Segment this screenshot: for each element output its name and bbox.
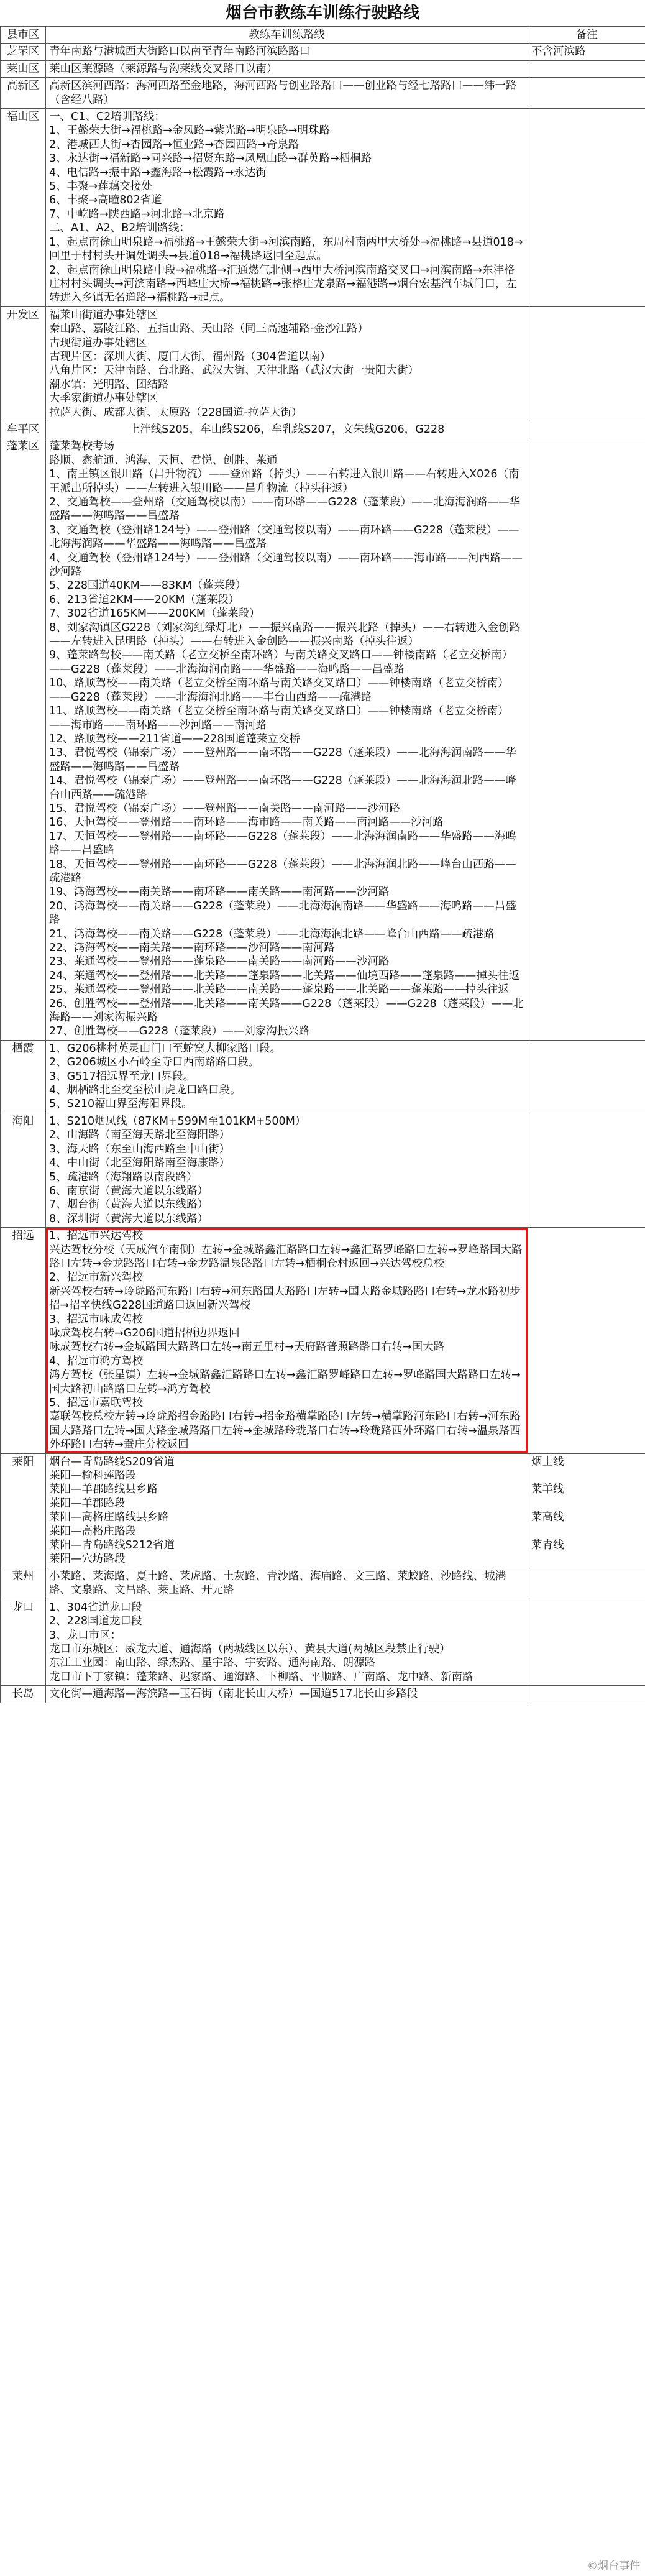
route-line: 莱阳—穴坊路段 <box>49 1553 126 1566</box>
route-line: 莱阳—羊郡路线县乡路 <box>49 1483 158 1496</box>
route-line: 1、南王镇区银川路（昌升物流）——登州路（掉头）——右转进入银川路——右转进入X026（南王派出所掉头）——左转进入银川路——昌升物流（掉头往返） <box>49 468 519 495</box>
route-line: 古现片区：深圳大街、厦门大街、福州路（304省道以南） <box>49 350 331 363</box>
note-cell <box>528 1113 645 1227</box>
route-line: 咏成驾校右转→金城路国大路路口左转→南五里村→天府路普照路路口右转→国大路 <box>49 1341 445 1354</box>
route-line: 莱阳—高格庄路段 <box>49 1525 136 1538</box>
route-line: 莱阳—羊郡路段 <box>49 1497 126 1510</box>
route-line: 潮水镇：光明路、团结路 <box>49 378 169 391</box>
note-cell <box>528 1568 645 1599</box>
route-line: 13、君悦驾校（锦泰广场）——登州路——南环路——G228（蓬莱段）——北海海润南路——华盛路——海鸣路——昌盛路 <box>49 747 516 773</box>
route-line: 4、电信路→振中路→鑫海路→松霞路→永达街 <box>49 166 267 179</box>
route-line: 4、烟栖路北至交至松山虎龙口路口段。 <box>49 1084 241 1097</box>
note-line: 莱青线 <box>531 1539 564 1552</box>
district-cell: 招远 <box>1 1228 46 1454</box>
route-line: 莱阳—青岛路线S212省道 <box>49 1539 175 1552</box>
route-cell <box>46 60 528 77</box>
note-line: 莱高线 <box>531 1511 564 1524</box>
district-cell: 莱山区 <box>1 60 46 77</box>
note-line: 烟土线 <box>531 1455 564 1468</box>
route-line: 龙口市东城区：威龙大道、通海路（两城线区以东）、黄县大道(两城区段禁止行驶） <box>49 1642 451 1655</box>
note-cell <box>528 44 645 60</box>
route-line: 14、君悦驾校（锦泰广场）——登州路——南环路——G228（蓬莱段）——北海海润北路——峰台山西路——疏港路 <box>49 775 516 801</box>
route-cell <box>46 1599 528 1685</box>
table-row <box>1 438 645 1040</box>
district-cell: 长岛 <box>1 1686 46 1703</box>
header-note: 备注 <box>528 27 645 44</box>
route-line: 1、招远市兴达驾校 <box>49 1230 144 1243</box>
route-line: 八角片区：天津南路、台北路、武汉大街、天津北路（武汉大街一贵阳大街） <box>49 364 419 377</box>
route-line: 1、起点南徐山明泉路→福桃路→王懿荣大街→河滨南路，东周村南两甲大桥处→福桃路→县道018→回里于村村头开调处调头→县道018→福桃路返回至起点。 <box>49 236 523 263</box>
route-cell <box>46 1228 528 1454</box>
table-row <box>1 1228 645 1454</box>
route-line: 16、天恒驾校——登州路——南环路——海市路——南关路——南河路——沙河路 <box>49 816 444 829</box>
note-cell <box>528 1228 645 1454</box>
route-line: 22、鸿海驾校——南关路——南环路——沙河路——南河路 <box>49 942 335 954</box>
route-line: 3、龙口市区： <box>49 1629 122 1642</box>
route-cell <box>46 1040 528 1113</box>
header-district: 县市区 <box>1 27 46 44</box>
route-line: 5、招远市嘉联驾校 <box>49 1397 144 1409</box>
route-line: 23、莱通驾校——登州路——蓬泉路——南关路——南河路——沙河路 <box>49 955 390 968</box>
route-line: 莱阳—榆科莲路段 <box>49 1470 136 1483</box>
route-table <box>0 26 645 1703</box>
district-cell: 福山区 <box>1 109 46 307</box>
header-route: 教练车训练路线 <box>46 27 528 44</box>
route-line: 27、创胜驾校——G228（蓬莱段）——刘家沟振兴路 <box>49 1025 310 1038</box>
route-line: 1、S210烟凤线（87KM+599M至101KM+500M） <box>49 1115 306 1128</box>
table-row <box>1 44 645 60</box>
route-line: 上泮线S205，牟山线S206，牟乳线S207，文朱线G206，G228 <box>129 423 445 436</box>
route-line: 高新区滨河西路：海河西路至金地路，海河西路与创业路路口——创业路与经七路路口——纬一路（含经八路） <box>49 80 517 106</box>
table-row <box>1 1599 645 1685</box>
district-cell: 蓬莱区 <box>1 438 46 1040</box>
route-line: 2、起点南徐山明泉路中段→福桃路→汇通燃气北侧→西甲大桥河滨南路交叉口→河滨南路→东沣格庄村村头调头→河滨南路→西峰庄大桥→福桃路→张格庄龙泉路→福港路→烟台宏基汽车城门口，左转进入乡镇无名道路→福桃路→起点。 <box>49 264 517 305</box>
route-line: 2、交通驾校——登州路（交通驾校以南）——南环路——G228（蓬莱段）——北海海润路——华盛路——海鸣路——昌盛路 <box>49 496 521 523</box>
route-line: 1、王懿荣大街→福桃路→金凤路→紫光路→明泉路→明珠路 <box>49 124 330 137</box>
route-line: 文化街—通海路—海滨路—玉石街（南北长山大桥）—国道517北长山乡路段 <box>49 1688 418 1701</box>
route-line: 兴达驾校分校（天成汽车南侧）左转→金城路鑫汇路路口左转→鑫汇路罗峰路口左转→罗峰路国大路路口左转→金龙路路口右转→金龙路温泉路路口左转→栖桐仓村返回→兴达驾校总校 <box>49 1243 523 1270</box>
route-cell <box>46 1453 528 1568</box>
route-line: 26、创胜驾校——登州路——北关路——南关路——G228（蓬莱段）——G228（蓬莱段）——北海路——刘家沟振兴路 <box>49 997 524 1024</box>
route-line: 路顺、鑫航通、鸿海、天恒、君悦、创胜、莱通 <box>49 454 278 467</box>
route-line: 9、蓬莱路驾校——南关路（老立交桥至南环路）与南关路交叉路口——钟楼南路（老立交桥南）——G228（蓬莱段）——北海海润南路——华盛路——海鸣路——昌盛路 <box>49 649 513 676</box>
route-line: 3、海天路（东至山海西路至中山街） <box>49 1143 231 1156</box>
table-row <box>1 109 645 307</box>
table-row <box>1 60 645 77</box>
district-cell: 开发区 <box>1 306 46 421</box>
route-line: 1、304省道龙口段 <box>49 1601 142 1614</box>
route-line: 5、疏港路（海翔路以南段路） <box>49 1171 198 1184</box>
note-line: 不含河滨路 <box>531 45 586 58</box>
route-line: 17、天恒驾校——登州路——南环路——G228（蓬莱段）——北海海润南路——华盛路——海鸣路——昌盛路 <box>49 830 516 857</box>
table-header-row <box>1 27 645 44</box>
district-cell: 芝罘区 <box>1 44 46 60</box>
route-line: 24、莱通驾校——登州路——北关路——蓬泉路——北关路——仙境西路——蓬泉路——掉头往返 <box>49 969 520 982</box>
route-line: 秦山路、嘉陵江路、五指山路、天山路（同三高速辅路-金沙江路） <box>49 323 368 336</box>
table-row <box>1 1453 645 1568</box>
district-cell: 栖霞 <box>1 1040 46 1113</box>
route-line: 龙口市下丁家镇：蓬莱路、迟家路、通海路、下柳路、平顺路、广南路、龙中路、新南路 <box>49 1670 473 1683</box>
route-line: 6、丰聚→高疃802省道 <box>49 194 162 207</box>
route-line: 3、交通驾校（登州路124号）——登州路（交通驾校以南）——南环路——G228（蓬莱段）——北海海润路——华盛路——海鸣路——昌盛路 <box>49 523 519 551</box>
route-line: 3、G517招远界至龙口界段。 <box>49 1070 194 1083</box>
route-line: 莱阳—高格庄路线县乡路 <box>49 1511 169 1524</box>
district-cell: 龙口 <box>1 1599 46 1685</box>
route-line: 咏成驾校右转→G206国道招栖边界返回 <box>49 1327 240 1340</box>
route-line: 2、招远市新兴驾校 <box>49 1271 144 1284</box>
note-cell <box>528 306 645 421</box>
route-cell <box>46 1113 528 1227</box>
route-line: 3、招远市咏成驾校 <box>49 1313 144 1326</box>
note-cell <box>528 1453 645 1568</box>
route-cell <box>46 1686 528 1703</box>
watermark: ©烟台事件 <box>587 2560 640 2572</box>
route-line: 2、山海路（南至海天路北至海阳路） <box>49 1129 231 1142</box>
route-cell <box>46 421 528 438</box>
route-line: 嘉联驾校总校左转→玲珑路招金路路口右转→招金路横掌路路口左转→横掌路河东路口右转→河东路国大路路口左转→国大路金城路路口左转→金城路玲珑路口右转→玲珑路西外环路口右转→温泉路西外环路口右转→蚕庄分校返回 <box>49 1410 521 1451</box>
route-line: 18、天恒驾校——登州路——南环路——G228（蓬莱段）——北海海润北路——峰台山西路——疏港路 <box>49 858 516 885</box>
note-cell <box>528 78 645 109</box>
table-row <box>1 306 645 421</box>
note-cell <box>528 1599 645 1685</box>
district-cell: 莱阳 <box>1 1453 46 1568</box>
note-cell <box>528 1040 645 1113</box>
route-line: 7、烟台街（黄海大道以东线路） <box>49 1198 209 1212</box>
route-line: 10、路顺驾校——南关路（老立交桥至南环路与南关路交叉路口）——钟楼南路（老立交桥南）——G228（蓬莱段）——北海海润北路——丰台山西路——疏港路 <box>49 677 509 704</box>
note-cell <box>528 438 645 1040</box>
route-line: 古现街道办事处辖区 <box>49 336 147 349</box>
route-line: 小莱路、莱海路、夏土路、莱虎路、土灰路、青沙路、海庙路、文三路、莱蛟路、沙路线、城港路、文泉路、文昌路、莱玉路、开元路 <box>49 1570 506 1597</box>
route-line: 8、刘家沟镇区G228（刘家沟红绿灯北）——振兴南路——振兴北路（掉头）——右转进入金创路——左转进入昆明路（掉头）——右转进入金创路——振兴南路（掉头往返） <box>49 621 521 648</box>
note-line <box>531 1552 642 1566</box>
district-cell: 牟平区 <box>1 421 46 438</box>
route-line: 东江工业园：南山路、绿杰路、星宇路、宇安路、通海南路、朗源路 <box>49 1657 375 1670</box>
table-row <box>1 421 645 438</box>
district-cell: 海阳 <box>1 1113 46 1227</box>
route-line: 20、鸿海驾校——南关路——G228（蓬莱段）——北海海润南路——华盛路——海鸣路——昌盛路 <box>49 899 516 927</box>
route-line: 5、丰聚→莲藕交接处 <box>49 180 152 193</box>
route-line: 4、交通驾校（登州路124号）——登州路（交通驾校以南）——南环路——海市路——河西路——沙河路 <box>49 551 523 579</box>
route-line: 12、路顺驾校——211省道——228国道蓬莱立交桥 <box>49 732 301 745</box>
route-line: 莱山区莱源路（莱源路与沟莱线交叉路口以南） <box>49 62 278 75</box>
route-line: 7、302省道165KM——200KM（蓬莱段） <box>49 607 260 620</box>
route-line: 3、永达街→福新路→同兴路→招贤东路→凤凰山路→群英路→栖桐路 <box>49 152 372 165</box>
route-line: 21、鸿海驾校——南关路——G228（蓬莱段）——北海海润北路——峰台山西路——疏港路 <box>49 927 495 941</box>
route-line: 一、C1、C2培训路线： <box>49 111 165 124</box>
route-line: 6、213省道2KM——20KM（蓬莱段） <box>49 593 240 606</box>
route-line: 6、南京街（黄海大道以东线路） <box>49 1184 209 1197</box>
table-row <box>1 1686 645 1703</box>
note-line <box>531 1497 642 1511</box>
route-line: 大季家街道办事处辖区 <box>49 392 158 405</box>
route-line: 新兴驾校右转→玲珑路河东路口右转→河东路国大路路口左转→国大路金城路路口右转→龙水路初步招→招辛快线G228国道路口返回新兴驾校 <box>49 1285 521 1312</box>
route-line: 4、中山街（北至海阳路南至海康路） <box>49 1157 231 1170</box>
route-cell <box>46 44 528 60</box>
district-cell: 高新区 <box>1 78 46 109</box>
route-line: 4、招远市鸿方驾校 <box>49 1355 144 1368</box>
table-row <box>1 78 645 109</box>
note-line: 莱羊线 <box>531 1483 564 1496</box>
table-row <box>1 1040 645 1113</box>
note-cell <box>528 60 645 77</box>
route-line: 2、228国道龙口段 <box>49 1615 142 1628</box>
route-line: 5、228国道40KM——83KM（蓬莱段） <box>49 579 247 592</box>
route-line: 11、路顺驾校——南关路（老立交桥至南环路与南关路交叉路口）——钟楼南路（老立交桥南）——海市路——南环路——沙河路——南河路 <box>49 705 509 732</box>
route-line: 25、莱通驾校——登州路——北关路——南关路——蓬泉路——北关路——蓬莱路——掉头往返 <box>49 983 509 996</box>
route-line: 青年南路与港城西大街路口以南至青年南路河滨路路口 <box>49 45 310 58</box>
route-line: 蓬莱驾校考场 <box>49 440 114 453</box>
note-line <box>531 1525 642 1539</box>
route-line: 1、G206桃村英灵山门口至蛇窝大柳家路口段。 <box>49 1042 281 1055</box>
note-cell <box>528 421 645 438</box>
route-cell <box>46 438 528 1040</box>
route-cell <box>46 78 528 109</box>
note-line <box>531 1469 642 1483</box>
table-row <box>1 1113 645 1227</box>
district-cell: 莱州 <box>1 1568 46 1599</box>
route-cell <box>46 109 528 307</box>
route-line: 2、港城西大街→杏园路→恒业路→杏园西路→奇泉路 <box>49 138 300 151</box>
route-cell <box>46 1568 528 1599</box>
route-line: 19、鸿海驾校——南关路——南环路——南关路——南河路——沙河路 <box>49 886 390 899</box>
route-line: 15、君悦驾校（锦泰广场）——登州路——南关路——南河路——沙河路 <box>49 802 400 815</box>
note-cell <box>528 109 645 307</box>
route-line: 二、A1、A2、B2培训路线： <box>49 222 190 235</box>
route-line: 5、S210福山界至海阳界段。 <box>49 1098 193 1111</box>
route-line: 2、G206城区小石岭至寺口西南路路口段。 <box>49 1056 260 1069</box>
route-cell <box>46 306 528 421</box>
note-cell <box>528 1686 645 1703</box>
table-row <box>1 1568 645 1599</box>
route-line: 鸿方驾校（张星镇）左转→金城路鑫汇路路口左转→鑫汇路罗峰路口左转→罗峰路国大路路口左转→国大路初山路路口左转→鸿方驾校 <box>49 1369 521 1396</box>
route-line: 8、深圳街（黄海大道以东线路） <box>49 1212 209 1225</box>
route-line: 福莱山街道办事处辖区 <box>49 308 158 321</box>
page-title: 烟台市教练车训练行驶路线 <box>225 4 419 22</box>
route-line: 7、中屹路→陕西路→河北路→北京路 <box>49 208 225 221</box>
route-line: 烟台—青岛路线S209省道 <box>49 1455 175 1468</box>
route-line: 拉萨大街、成都大街、太原路（228国道-拉萨大街） <box>49 406 303 419</box>
